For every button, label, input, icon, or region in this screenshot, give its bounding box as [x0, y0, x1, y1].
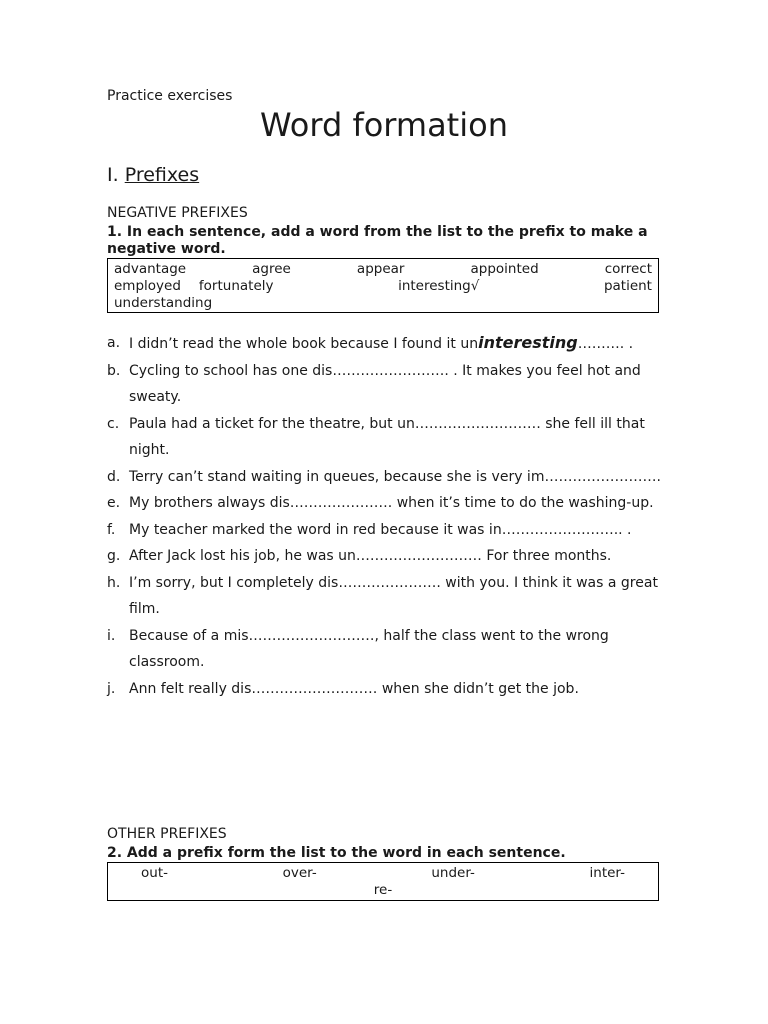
- word-row: [114, 261, 652, 278]
- prefix-item: inter-: [589, 865, 625, 881]
- item-label: h.: [107, 574, 121, 591]
- item-label: i.: [107, 627, 116, 644]
- list-item: [107, 358, 661, 411]
- list-item: [107, 330, 661, 358]
- word-row: [114, 295, 652, 312]
- sentence-text: Terry can’t stand waiting in queues, because she is very im…………………….: [129, 468, 661, 485]
- exercise-1-instruction: 1. In each sentence, add a word from the list to the prefix to make a negative word.: [107, 224, 648, 257]
- list-item: [107, 411, 661, 464]
- list-item: [107, 517, 661, 544]
- word-item: correct: [604, 261, 652, 277]
- page-title: Word formation: [260, 106, 508, 144]
- item-label: c.: [107, 415, 120, 432]
- other-prefixes-heading: OTHER PREFIXES: [107, 826, 227, 842]
- word-row: [114, 278, 652, 295]
- sentence-list: [107, 330, 661, 702]
- list-item: [107, 490, 661, 517]
- subtitle: Practice exercises: [107, 88, 233, 104]
- item-label: e.: [107, 495, 121, 511]
- sentence-text: My teacher marked the word in red because it was in…………………….. .: [129, 521, 632, 538]
- word-item: advantage: [114, 261, 187, 277]
- list-item: [107, 543, 661, 570]
- list-item: [107, 676, 661, 703]
- list-item: [107, 623, 661, 676]
- section-number: I.: [107, 164, 119, 186]
- prefix-item: out-: [141, 865, 168, 881]
- sentence-text: I didn’t read the whole book because I found it un: [129, 336, 479, 352]
- sentence-text: After Jack lost his job, he was un……………………… For three months.: [129, 548, 612, 564]
- word-item: fortunately: [198, 278, 274, 294]
- word-item: employed: [114, 278, 181, 294]
- section-label: Prefixes: [124, 164, 200, 186]
- sentence-text: Ann felt really dis……………………… when she didn’t get the job.: [129, 680, 579, 697]
- word-item: patient: [603, 278, 652, 294]
- prefix-item: under-: [431, 865, 475, 881]
- list-item: [107, 464, 661, 491]
- list-item: [107, 570, 661, 623]
- exercise-2-instruction: 2. Add a prefix form the list to the word in each sentence.: [107, 845, 566, 861]
- prefix-row: [141, 865, 625, 882]
- item-label: d.: [107, 468, 121, 485]
- sentence-text: Paula had a ticket for the theatre, but un……………………… she fell ill that night.: [129, 415, 645, 458]
- negative-prefixes-heading: NEGATIVE PREFIXES: [107, 205, 248, 221]
- item-label: g.: [107, 548, 121, 564]
- prefix-item: re-: [373, 882, 393, 898]
- word-item: agree: [252, 261, 291, 277]
- word-item: interesting√: [398, 278, 480, 294]
- item-text: [129, 330, 661, 358]
- item-label: b.: [107, 362, 121, 379]
- answer-blank: ………. .: [577, 336, 634, 352]
- word-list-box: [107, 258, 659, 313]
- item-label: j.: [107, 680, 116, 697]
- word-item: understanding: [114, 295, 213, 311]
- item-label: f.: [107, 521, 116, 538]
- sentence-text: My brothers always dis…………………. when it’s time to do the washing-up.: [129, 495, 654, 511]
- prefix-item: over-: [282, 865, 317, 881]
- prefix-list-box: [107, 862, 659, 901]
- sentence-text: Cycling to school has one dis……………………. . It makes you feel hot and sweaty.: [129, 362, 641, 405]
- word-item: appointed: [470, 261, 539, 277]
- item-label: a.: [107, 335, 121, 351]
- section-heading: [107, 164, 199, 186]
- sentence-text: I’m sorry, but I completely dis…………………. with you. I think it was a great film.: [129, 574, 658, 617]
- word-item: appear: [356, 261, 405, 277]
- sentence-text: Because of a mis………………………, half the class went to the wrong classroom.: [129, 627, 609, 670]
- example-answer: interesting: [478, 333, 578, 352]
